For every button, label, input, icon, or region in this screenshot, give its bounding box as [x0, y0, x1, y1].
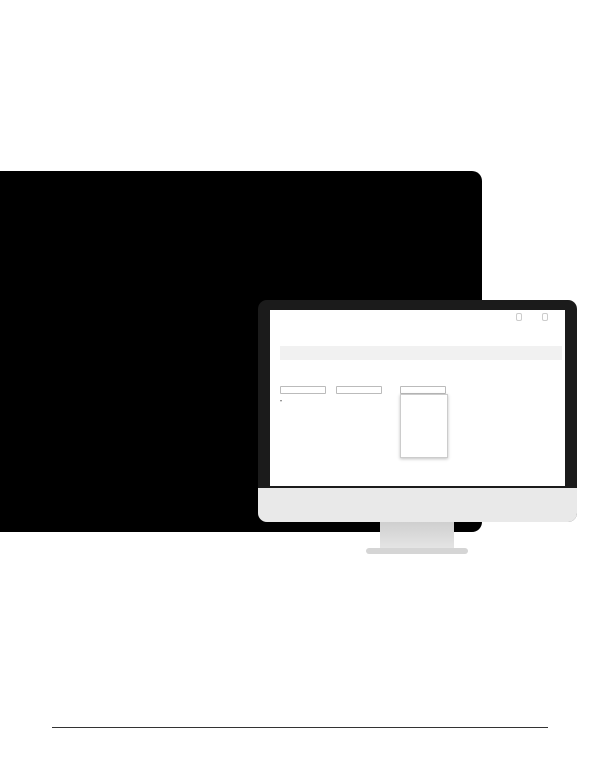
monitor-chin [258, 488, 577, 522]
chart-legend: ▾ [280, 398, 283, 403]
time-period-select[interactable] [280, 386, 326, 394]
units-select[interactable] [336, 386, 382, 394]
dropdown-option[interactable] [401, 395, 447, 403]
meter-class-dropdown [400, 394, 448, 458]
dropdown-option[interactable] [401, 420, 447, 428]
usage-strip-chart [280, 320, 562, 344]
dropdown-option[interactable] [401, 403, 447, 411]
meter-class-select[interactable] [400, 386, 446, 394]
dropdown-option[interactable] [401, 445, 447, 453]
monitor-stand-base [366, 548, 468, 554]
summary-row [280, 346, 562, 360]
dropdown-option[interactable] [401, 437, 447, 445]
monitor-illustration [258, 300, 577, 522]
footer-divider [52, 727, 548, 728]
dashboard-screen [270, 310, 565, 486]
dropdown-option[interactable] [401, 429, 447, 437]
monitor-stand [380, 522, 454, 550]
dropdown-option[interactable] [401, 412, 447, 420]
